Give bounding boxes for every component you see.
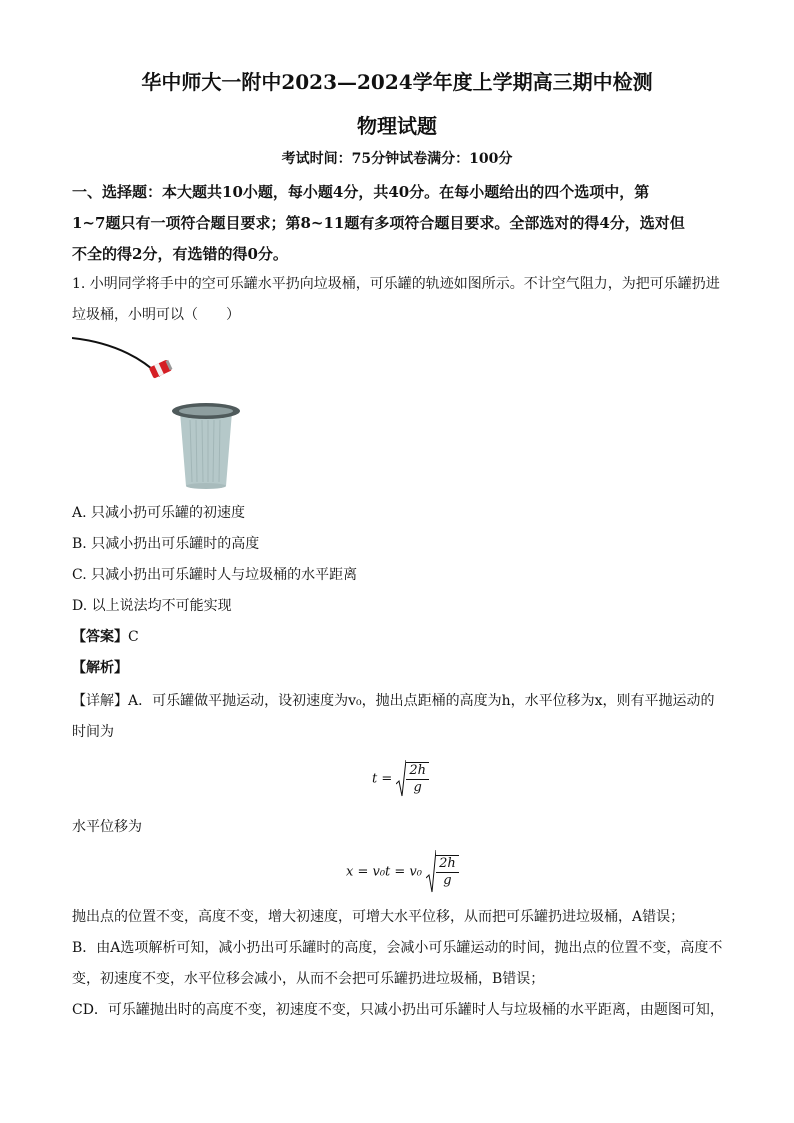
sqrt-symbol [396, 760, 406, 798]
option-a: A. 只减小扔可乐罐的初速度 [72, 505, 246, 521]
formula-time [372, 760, 429, 798]
section-heading-line: 1~7题只有一项符合题目要求；第8~11题有多项符合题目要求。全部选对的得4分，选对但 [72, 214, 685, 232]
detail-line: 【详解】A．可乐罐做平抛运动，设初速度为v₀，抛出点距桶的高度为h，水平位移为x，则有平抛运动的 [72, 693, 715, 709]
section-heading-line: 一、选择题：本大题共10小题，每小题4分，共40分。在每小题给出的四个选项中，第 [72, 183, 650, 201]
exam-info: 考试时间：75分钟试卷满分：100分 [281, 151, 513, 167]
detail-line: CD．可乐罐抛出时的高度不变，初速度不变，只减小扔出可乐罐时人与垃圾桶的水平距离，由题图可知， [72, 1002, 724, 1018]
detail-block-1 [72, 686, 724, 748]
detail-line: B．由A选项解析可知，减小扔出可乐罐时的高度，会减小可乐罐运动的时间，抛出点的位置不变，高度不 [72, 940, 723, 956]
cola-can-icon [149, 359, 173, 379]
formula-displacement [346, 850, 459, 894]
formula-lhs: x = v₀t = v₀ [346, 864, 422, 880]
fraction-numerator: 2h [436, 856, 459, 873]
option-b: B. 只减小扔出可乐罐时的高度 [72, 536, 260, 552]
section-heading-line: 不全的得2分，有选错的得0分。 [72, 245, 288, 263]
option-d: D. 以上说法均不可能实现 [72, 598, 232, 614]
detail-line: 抛出点的位置不变，高度不变，增大初速度，可增大水平位移，从而把可乐罐扔进垃圾桶，A错误； [72, 909, 685, 925]
option-list [72, 498, 724, 622]
question-stem-line: 1. 小明同学将手中的空可乐罐水平扔向垃圾桶，可乐罐的轨迹如图所示。不计空气阻力，为把可乐罐扔进 [72, 276, 720, 292]
trash-bin-icon [172, 403, 240, 489]
detail-line: 变，初速度不变，水平位移会减小，从而不会把可乐罐扔进垃圾桶，B错误； [72, 971, 545, 987]
answer-label: 【答案】 [72, 629, 128, 645]
question-stem [72, 269, 724, 331]
exam-title: 华中师大一附中2023—2024学年度上学期高三期中检测 [141, 70, 653, 94]
trajectory-curve [72, 338, 160, 376]
question-figure [72, 334, 272, 494]
detail-line: 时间为 [72, 724, 114, 740]
analysis-label: 【解析】 [72, 660, 128, 676]
subject-title: 物理试题 [357, 114, 437, 138]
detail-block-2 [72, 902, 724, 1026]
option-c: C. 只减小扔出可乐罐时人与垃圾桶的水平距离 [72, 567, 358, 583]
fraction-denominator: g [443, 873, 452, 888]
detail-line: 水平位移为 [72, 819, 142, 835]
section-heading [72, 177, 724, 270]
formula-lhs: t = [372, 771, 393, 787]
fraction-numerator: 2h [406, 763, 429, 780]
answer-line [72, 622, 724, 653]
answer-value: C [128, 629, 139, 645]
question-stem-line: 垃圾桶，小明可以（ ） [72, 307, 240, 323]
fraction-denominator: g [413, 780, 422, 795]
sqrt-symbol [426, 850, 436, 894]
